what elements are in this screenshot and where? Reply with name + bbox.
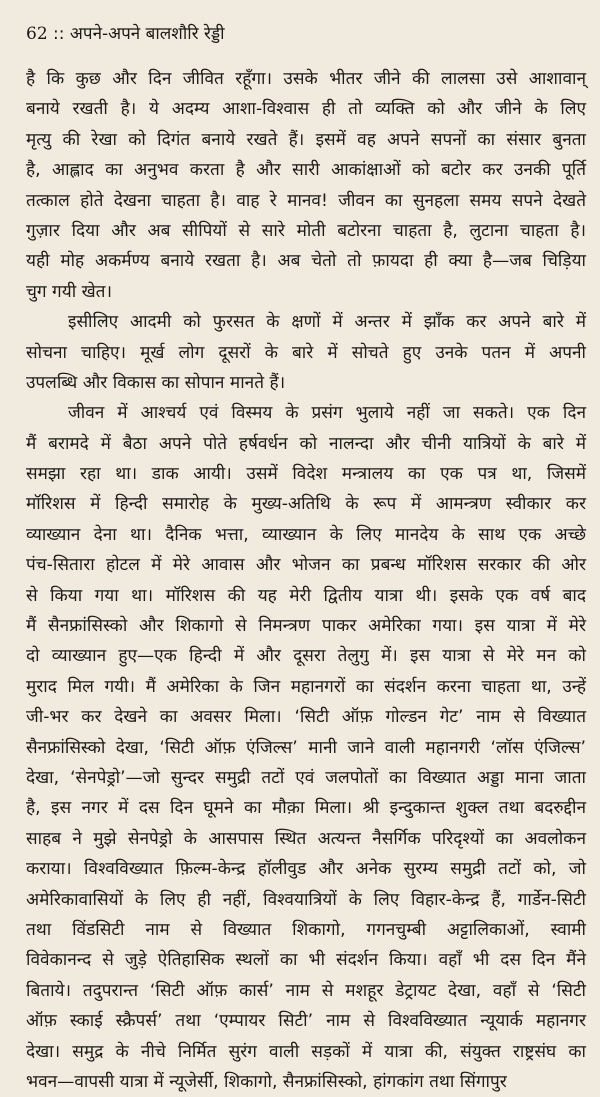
text-line: बिताये। तदुपरान्त ‘सिटी ऑफ़ कार्स’ नाम से मशहूर डेट्रायट देखा, वहाँ से ‘सिटी: [26, 980, 586, 1001]
text-line: जीवन में आश्चर्य एवं विस्मय के प्रसंग भुलाये नहीं जा सकते। एक दिन: [68, 403, 586, 424]
text-line: अमेरिकावासियों के लिए ही नहीं, विश्वयात्रियों के लिए विहार-केन्द्र हैं, गार्डेन-सिटी: [26, 889, 586, 910]
text-line: सोचना चाहिए। मूर्ख लोग दूसरों के बारे में सोचते हुए उनके पतन में अपनी: [26, 342, 586, 363]
text-line: मॉरिशस में हिन्दी समारोह के मुख्य-अतिथि के रूप में आमन्त्रण स्वीकार कर: [26, 494, 586, 515]
text-line: देखा। समुद्र के नीचे निर्मित सुरंग वाली सड़कों में यात्रा की, संयुक्त राष्ट्रसंघ का: [26, 1041, 586, 1062]
text-line: पंच-सितारा होटल में मेरे आवास और भोजन का प्रबन्ध मॉरिशस सरकार की ओर: [26, 555, 586, 576]
paragraph: [26, 64, 586, 307]
text-line: जी-भर कर देखने का अवसर मिला। ‘सिटी ऑफ़ गोल्डन गेट’ नाम से विख्यात: [26, 707, 586, 728]
text-line: मैं सैनफ्रांसिस्को और शिकागो से निमन्त्रण पाकर अमेरिका गया। इस यात्रा में मेरे: [26, 616, 586, 637]
text-line: साहब ने मुझे सेनपेड्रो के आसपास स्थित अत्यन्त नैसर्गिक परिदृश्यों का अवलोकन: [26, 828, 586, 849]
text-line: बनाये रखती है। ये अदम्य आशा-विश्वास ही तो व्यक्ति को और जीने के लिए: [26, 99, 586, 120]
text-line: मुराद मिल गयी। मैं अमेरिका के जिन महानगरों का संदर्शन करना चाहता था, उन्हें: [26, 676, 586, 697]
text-line: ऑफ़ स्काई स्क्रैपर्स’ तथा ‘एम्पायर सिटी’ नाम से विश्वविख्यात न्यूयार्क महानगर: [26, 1011, 586, 1032]
text-line: उपलब्धि और विकास का सोपान मानते हैं।: [26, 372, 286, 393]
text-line: है, आह्लाद का अनुभव करता है और सारी आकांक्षाओं को बटोर कर उनकी पूर्ति: [26, 160, 586, 181]
text-line: कराया। विश्वविख्यात फ़िल्म-केन्द्र हॉलीवुड और अनेक सुरम्य समुद्री तटों को, जो: [26, 859, 586, 880]
page-number: 62: [26, 24, 48, 44]
running-title: अपने-अपने बालशौरि रेड्डी: [69, 24, 225, 44]
text-line: तत्काल होते देखना चाहता है। वाह रे मानव! जीवन का सुनहला समय सपने देखते: [26, 190, 586, 211]
text-line: मैं बरामदे में बैठा अपने पोते हर्षवर्धन को नालन्दा और चीनी यात्रियों के बारे में: [26, 433, 586, 454]
text-line: गुज़ार दिया और अब सीपियों से सारे मोती बटोरना चाहता है, लुटाना चाहता है।: [26, 220, 586, 241]
text-line: यही मोह अकर्मण्य बनाये रखता है। अब चेतो तो फ़ायदा ही क्या है—जब चिड़िया: [26, 251, 586, 272]
paragraph: [26, 307, 586, 398]
text-line: विवेकानन्द से जुड़े ऐतिहासिक स्थलों का भी संदर्शन किया। वहाँ भी दस दिन मैंने: [26, 950, 586, 971]
text-line: है कि कुछ और दिन जीवित रहूँगा। उसके भीतर जीने की लालसा उसे आशावान्: [26, 69, 586, 89]
text-line: मृत्यु की रेखा को दिगंत बनाये रखते हैं। इसमें वह अपने सपनों का संसार बुनता: [26, 129, 586, 150]
text-line: इसीलिए आदमी को फुरसत के क्षणों में अन्तर में झाँक कर अपने बारे में: [68, 312, 586, 333]
running-header: [26, 22, 586, 46]
text-line: तथा विंडसिटी नाम से विख्यात शिकागो, गगनचुम्बी अट्टालिकाओं, स्वामी: [26, 919, 586, 940]
text-line: देखा, ‘सेनपेड्रो’—जो सुन्दर समुद्री तटों एवं जलपोतों का विख्यात अड्डा माना जाता: [26, 767, 586, 788]
text-line: भवन—वापसी यात्रा में न्यूजेर्सी, शिकागो, सैनफ्रांसिस्को, हांगकांग तथा सिंगापुर: [26, 1071, 507, 1092]
body-text: [26, 64, 586, 1097]
header-separator: ::: [53, 24, 65, 44]
text-line: से किया गया था। मॉरिशस की यह मेरी द्वितीय यात्रा थी। इसके एक वर्ष बाद: [26, 585, 586, 606]
paragraph: [26, 398, 586, 1097]
text-line: सैनफ्रांसिस्को देखा, ‘सिटी ऑफ़ एंजिल्स’ मानी जाने वाली महानगरी ‘लॉस एंजिल्स’: [26, 737, 586, 758]
text-line: चुग गयी खेत।: [26, 281, 112, 302]
text-line: व्याख्यान देना था। दैनिक भत्ता, व्याख्यान के लिए मानदेय के साथ एक अच्छे: [26, 524, 586, 545]
text-line: समझा रहा था। डाक आयी। उसमें विदेश मन्त्रालय का एक पत्र था, जिसमें: [26, 464, 586, 485]
text-line: है, इस नगर में दस दिन घूमने का मौक़ा मिला। श्री इन्दुकान्त शुक्ल तथा बदरुद्दीन: [26, 798, 586, 819]
text-line: दो व्याख्यान हुए—एक हिन्दी में और दूसरा तेलुगु में। इस यात्रा से मेरे मन को: [26, 646, 586, 667]
